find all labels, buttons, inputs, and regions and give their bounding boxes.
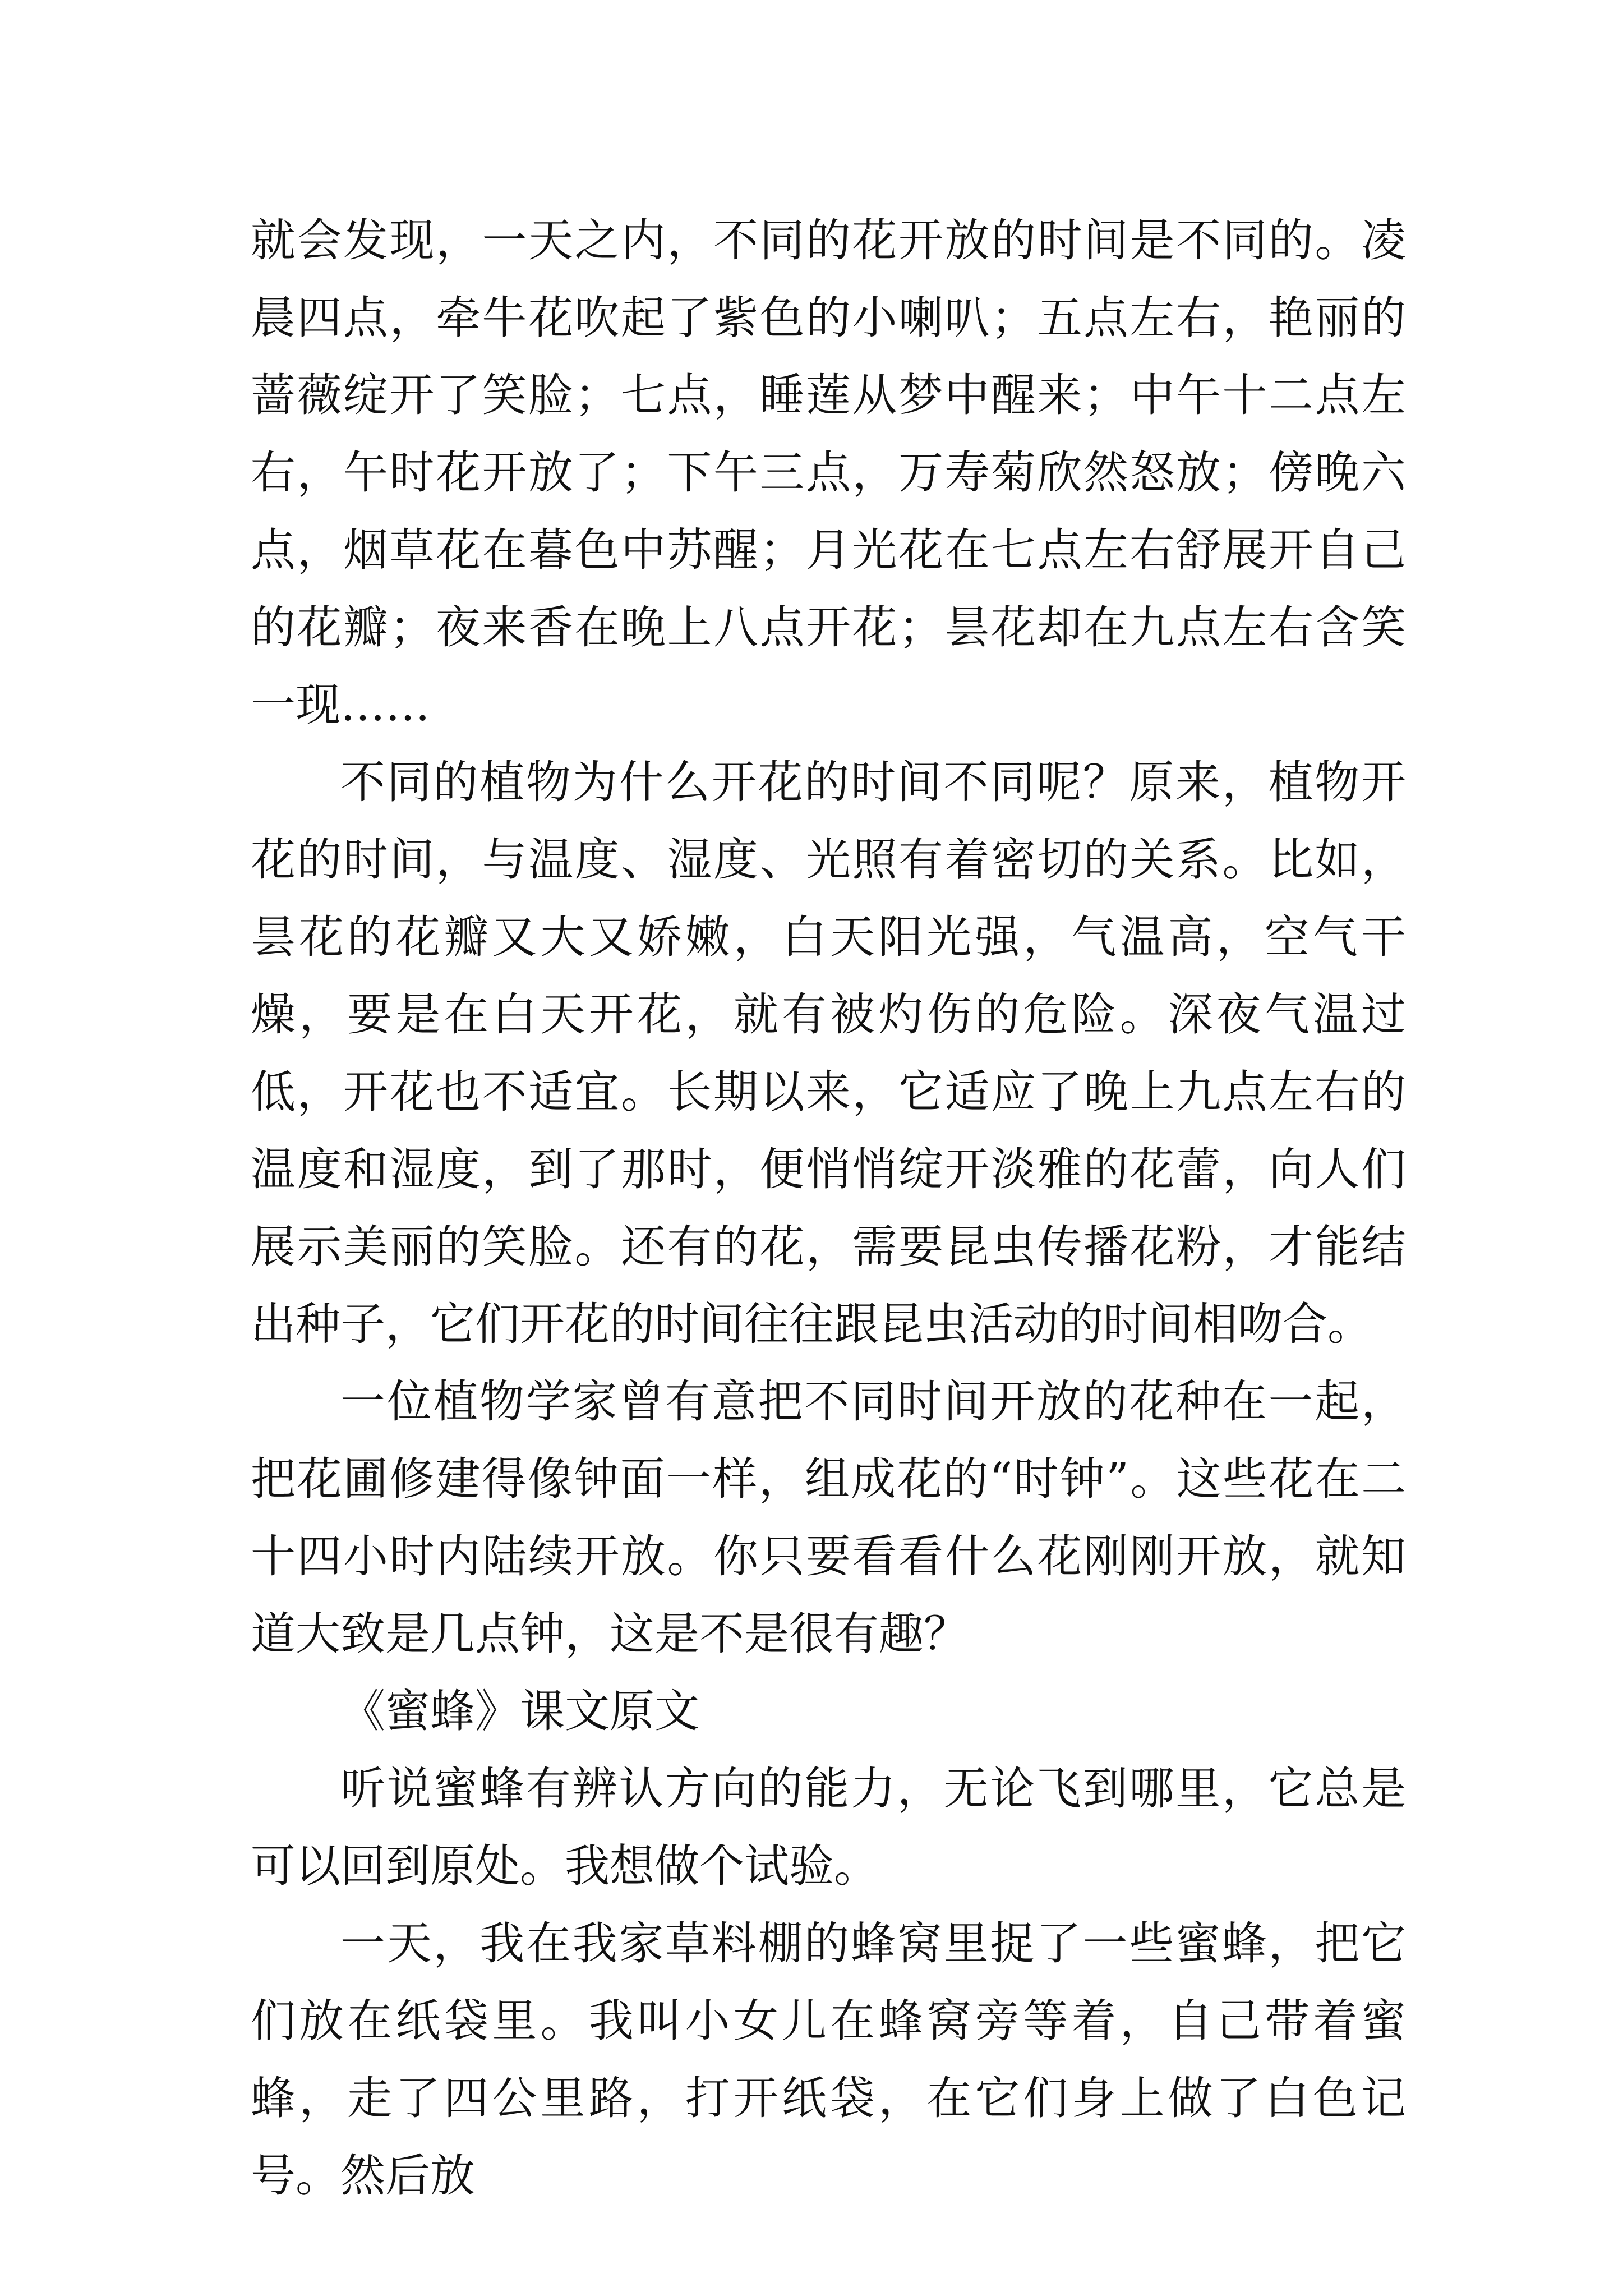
paragraph-flower-times: 就会发现，一天之内，不同的花开放的时间是不同的。凌晨四点，牵牛花吹起了紫色的小喇叭；五点左右，艳丽的蔷薇绽开了笑脸；七点，睡莲从梦中醒来；中午十二点左右，午时花开放了；下午三点，万寿菊欣然怒放；傍晚六点，烟草花在暮色中苏醒；月光花在七点左右舒展开自己的花瓣；夜来香在晚上八点开花；昙花却在九点左右含笑一现…… bbox=[251, 214, 1406, 731]
section-title-bees: 《蜜蜂》课文原文 bbox=[340, 1685, 699, 1737]
paragraph-bee-direction: 听说蜜蜂有辨认方向的能力，无论飞到哪里，它总是可以回到原处。我想做个试验。 bbox=[251, 1763, 1406, 1892]
paragraph-bee-experiment: 一天，我在我家草料棚的蜂窝里捉了一些蜜蜂，把它们放在纸袋里。我叫小女儿在蜂窝旁等着，自己带着蜜蜂，走了四公里路，打开纸袋，在它们身上做了白色记号。然后放 bbox=[251, 1917, 1406, 2202]
paragraph-why-different-times: 不同的植物为什么开花的时间不同呢？原来，植物开花的时间，与温度、湿度、光照有着密切的关系。比如，昙花的花瓣又大又娇嫩，白天阳光强，气温高，空气干燥，要是在白天开花，就有被灼伤的危险。深夜气温过低，开花也不适宜。长期以来，它适应了晚上九点左右的温度和湿度，到了那时，便悄悄绽开淡雅的花蕾，向人们展示美丽的笑脸。还有的花，需要昆虫传播花粉，才能结出种子，它们开花的时间往往跟昆虫活动的时间相吻合。 bbox=[251, 756, 1406, 1350]
document-body bbox=[251, 202, 1406, 2215]
paragraph-flower-clock: 一位植物学家曾有意把不同时间开放的花种在一起，把花圃修建得像钟面一样，组成花的“时钟”。这些花在二十四小时内陆续开放。你只要看看什么花刚刚开放，就知道大致是几点钟，这是不是很有趣？ bbox=[251, 1375, 1406, 1660]
